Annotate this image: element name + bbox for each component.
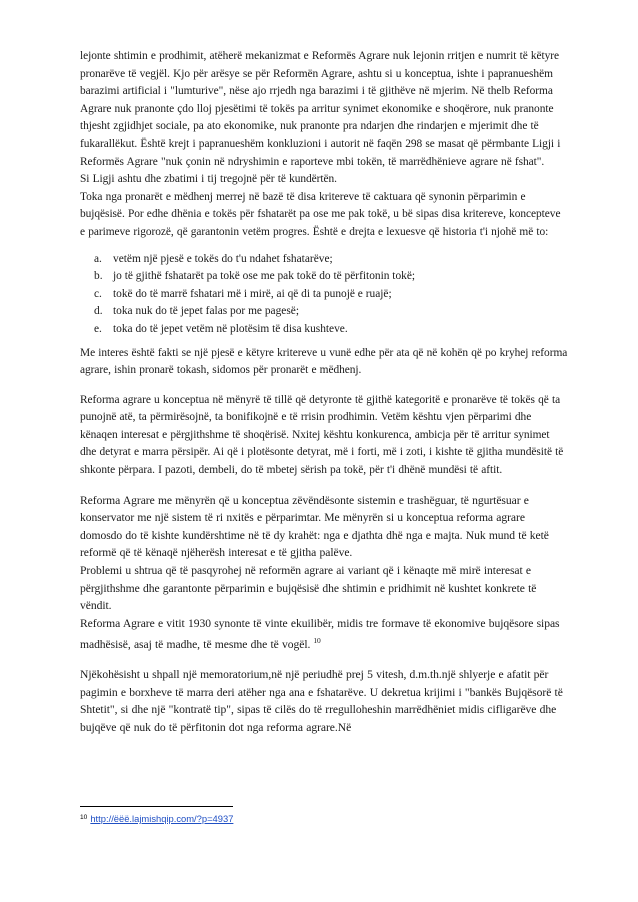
footnote-reference[interactable]: 10 bbox=[313, 636, 321, 646]
list-item bbox=[94, 321, 568, 339]
footnote-link[interactable]: http://ëëë.lajmishqip.com/?p=4937 bbox=[90, 813, 234, 824]
paragraph-4: Me interes është fakti se një pjesë e këtyre kritereve u vunë edhe për ata që në kohën që po kryhej reforma agrare, ishin pronarë tokash, sidomos për pronarët e mëdhenj. bbox=[80, 346, 568, 377]
list-item-text: toka do të jepet vetëm në plotësim të disa kushteve. bbox=[113, 322, 348, 335]
list-item-text: toka nuk do të jepet falas por me pagesë; bbox=[113, 305, 299, 318]
list-marker: d. bbox=[94, 305, 103, 318]
paragraph-5: Reforma agrare u konceptua në mënyrë të tillë që detyronte të gjithë kategoritë e pronarëve të tokës që ta punojnë atë, ta përmirësojnë, ta bonifikojnë e të rrisin prodhimin. Vetëm kështu vjen përparimi dhe kënaqen interesat e përgjithshme të shoqërisë. Nxitej kështu konkurenca, ambicja për të arritur synimet dhe detyrat e marra përsipër. Ai që i plotësonte detyrat, më i forti, më i zoti, i kishte të gjitha mundësitë të shkonte përpara. I pazoti, dembeli, do të mbetej sërish pa tokë, për t'i dhënë mundësi të aftit. bbox=[80, 393, 564, 477]
paragraph-1: lejonte shtimin e prodhimit, atëherë mekanizmat e Reformës Agrare nuk lejonin rritjen e numrit të këtyre pronarëve të vegjël. Kjo për arësye se për Reformën Agrare, ashtu si u konceptua, ishte i papranueshëm barazimi artificial i "lumturive", nëse ajo rrjedh nga barazimi i të gjithëve në mjerim. Në thelb Reforma Agrare nuk pranonte çdo lloj pjesëtimi të tokës pa arritur synimet ekonomike e shoqërore, nuk pranonte thjesht zgjidhjet sociale, pa ato ekonomike, nuk pranonte pra ndarjen dhe rindarjen e mjerimit dhe të fukarallëkut. Është krejt i papranueshëm konkluzioni i autorit në faqën 298 se masat që përmbante Ligji i Reformës Agrare "nuk çonin në ndryshimin e raporteve mbi tokën, të marrëdhënieve agrare në fshat". bbox=[80, 50, 561, 168]
list-item-text: vetëm një pjesë e tokës do t'u ndahet fshatarëve; bbox=[113, 252, 333, 265]
list-item bbox=[94, 251, 568, 269]
list-marker: e. bbox=[94, 322, 102, 335]
paragraph-8 bbox=[80, 615, 568, 654]
body-text bbox=[80, 48, 568, 736]
footnote bbox=[80, 812, 233, 825]
footnote-number: 10 bbox=[80, 814, 88, 821]
list-item bbox=[94, 303, 568, 321]
list-marker: c. bbox=[94, 287, 102, 300]
footnote-divider bbox=[80, 806, 233, 807]
list-marker: a. bbox=[94, 252, 102, 265]
paragraph-2: Si Ligji ashtu dhe zbatimi i tij tregojnë për të kundërtën. bbox=[80, 173, 337, 186]
paragraph-9: Njëkohësisht u shpall një memoratorium,në një periudhë prej 5 vitesh, d.m.th.një shlyerje e afatit për pagimin e borxheve të marra deri atëher nga ana e fshatarëve. U dekretua krijimi i "bankës Bujqësorë të Shtetit", si dhe një "kontratë tip", sipas të cilës do të rregulloheshin marrëdhëniet midis cifligarëve dhe bujqëve që nuk do të përfitonin dot nga reforma agrare.Në bbox=[80, 668, 563, 734]
paragraph-7: Problemi u shtrua që të pasqyrohej në reformën agrare ai variant që i kënaqte më mirë interesat e përgjithshme dhe garantonte përparimin e bujqësisë dhe shtimin e pridhimit në kushtet konkrete të vëndit. bbox=[80, 564, 537, 613]
criteria-list bbox=[80, 251, 568, 339]
list-item-text: jo të gjithë fshatarët pa tokë ose me pak tokë do të përfitonin tokë; bbox=[113, 270, 416, 283]
list-marker: b. bbox=[94, 270, 103, 283]
paragraph-3: Toka nga pronarët e mëdhenj merrej në bazë të disa kritereve të caktuara që synonin përparimin e bujqësisë. Por edhe dhënia e tokës për fshatarët pa ose me pak tokë, u bë sipas disa kritereve, koncepteve e parimeve rigorozë, që garantonin vetëm progres. Është e drejta e lexuesve që historia t'i njohë më to: bbox=[80, 190, 561, 238]
paragraph-6: Reforma Agrare me mënyrën që u konceptua zëvëndësonte sistemin e trashëguar, të ngurtësuar e konservator me një sistem të ri nxitës e përparimtar. Me mënyrën si u konceptua reforma agrare domosdo do të kishte kundërshtime në të dy krahët: nga e djathta dhë nga e majta. Nuk mund të ketë reformë që të kënaqë njëherësh interesat e të gjitha palëve. bbox=[80, 493, 549, 560]
paragraph-8-text: Reforma Agrare e vitit 1930 synonte të vinte ekuilibër, midis tre formave të ekonomive bujqësore sipas madhësisë, asaj të madhe, të mesme dhe të vogël. bbox=[80, 616, 560, 652]
list-item bbox=[94, 286, 568, 304]
list-item bbox=[94, 268, 568, 286]
list-item-text: tokë do të marrë fshatari më i mirë, ai që di ta punojë e ruajë; bbox=[113, 287, 392, 300]
